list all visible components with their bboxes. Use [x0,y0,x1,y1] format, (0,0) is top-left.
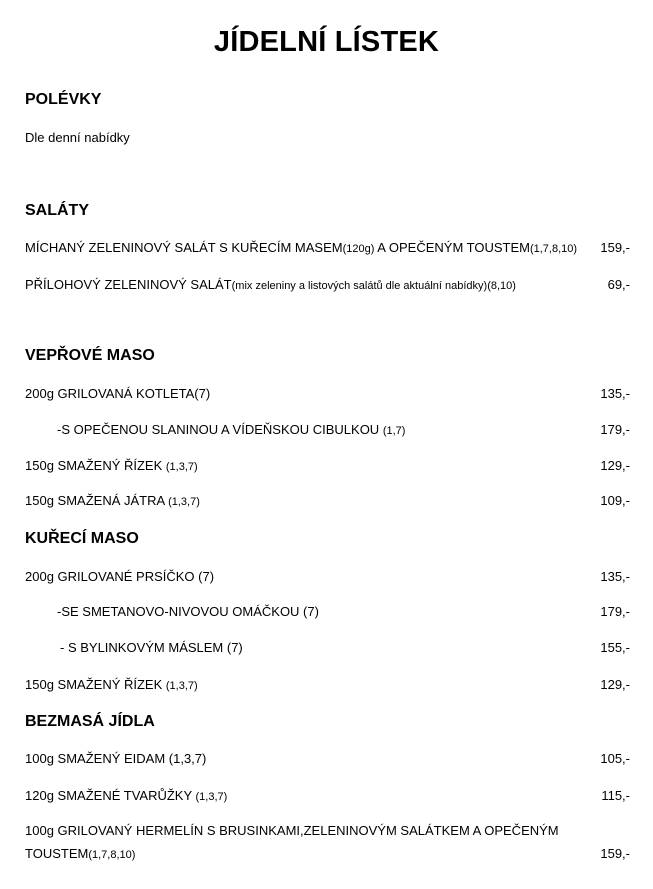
menu-item-price: 159,- [600,240,630,255]
menu-item-name: 100g SMAŽENÝ EIDAM (1,3,7) [25,751,207,766]
menu-item-name: 100g GRILOVANÝ HERMELÍN S BRUSINKAMI,ZELENINOVÝM SALÁTKEM A OPEČENÝM [25,823,559,838]
menu-item-name [25,788,227,803]
menu-item-name: 200g GRILOVANÁ KOTLETA(7) [25,386,211,401]
menu-item-price: 129,- [600,677,630,692]
menu-item-price: 179,- [600,604,630,619]
menu-item-price: 69,- [607,277,630,292]
menu-item-price: 129,- [600,458,630,473]
menu-item-name [25,677,198,692]
menu-item-price: 155,- [600,640,630,655]
menu-item-name-continued [25,846,135,861]
item-allergens: (1,7,8,10) [529,243,578,255]
item-name-part: 150g SMAŽENÝ ŘÍZEK [25,458,166,473]
menu-item-price: 135,- [600,569,630,584]
item-description: (mix zeleniny a listových salátů dle aktuální nabídky)(8,10) [231,280,516,292]
item-allergens: (1,3,7) [195,791,228,803]
item-name-part: A OPEČENÝM TOUSTEM [374,240,530,255]
menu-item-name: -SE SMETANOVO-NIVOVOU OMÁČKOU (7) [57,604,319,619]
item-allergens: (1,7,8,10) [88,849,136,861]
menu-item-name [25,458,198,473]
menu-item-price: 179,- [600,422,630,437]
menu-item-price: 109,- [600,493,630,508]
menu-item-price: 105,- [600,751,630,766]
section-heading-meatless: BEZMASÁ JÍDLA [25,713,155,730]
item-name-part: TOUSTEM [25,846,89,861]
section-heading-salads: SALÁTY [25,202,89,219]
menu-item-name: - S BYLINKOVÝM MÁSLEM (7) [60,640,243,655]
menu-item-price: 159,- [600,846,630,861]
menu-item-name [25,277,516,292]
menu-item-name [25,240,577,255]
menu-item-name: 200g GRILOVANÉ PRSÍČKO (7) [25,569,215,584]
item-allergens: (1,3,7) [168,496,200,508]
item-name-part: 150g SMAŽENÝ ŘÍZEK [25,677,166,692]
section-heading-soups: POLÉVKY [25,91,102,108]
item-allergens: (1,3,7) [165,680,198,692]
item-name-part: MÍCHANÝ ZELENINOVÝ SALÁT S KUŘECÍM MASEM [25,240,343,255]
item-name-part: PŘÍLOHOVÝ ZELENINOVÝ SALÁT [25,277,232,292]
item-name-part: 150g SMAŽENÁ JÁTRA [25,493,169,508]
page-title: JÍDELNÍ LÍSTEK [213,26,440,58]
menu-item-price: 115,- [601,788,630,803]
item-allergens: (1,7) [382,425,406,437]
menu-item-name [25,493,200,508]
section-heading-pork: VEPŘOVÉ MASO [25,347,155,364]
item-name-part: 120g SMAŽENÉ TVARŮŽKY [25,788,196,803]
section-heading-chicken: KUŘECÍ MASO [25,530,139,547]
item-name-part: -S OPEČENOU SLANINOU A VÍDEŇSKOU CIBULKOU [57,422,383,437]
menu-item-name [57,422,405,437]
menu-item-price: 135,- [600,386,630,401]
item-allergens: (1,3,7) [165,461,198,473]
soups-note: Dle denní nabídky [25,130,130,145]
item-weight: (120g) [342,243,375,255]
